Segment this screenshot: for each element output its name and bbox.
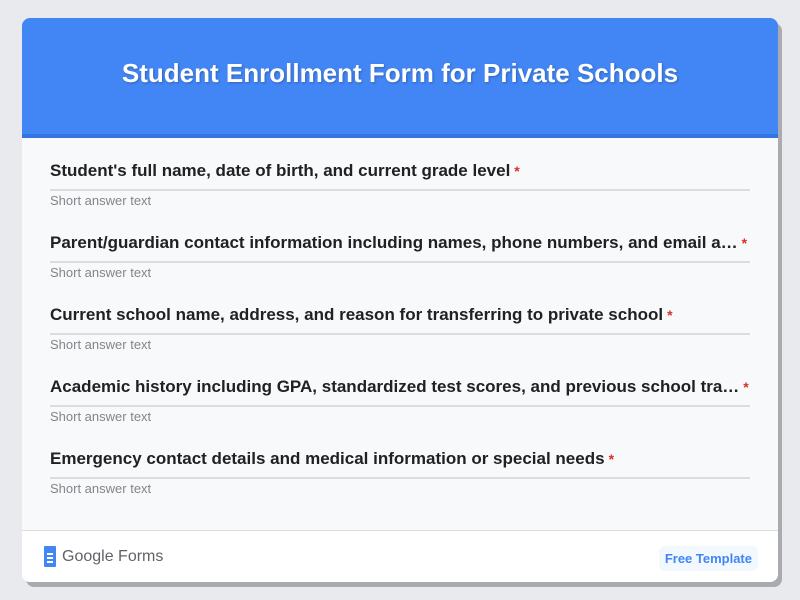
answer-input[interactable] [50,261,750,263]
answer-input[interactable] [50,405,750,407]
question-label: Academic history including GPA, standardized test scores, and previous school tra… [50,377,740,396]
answer-placeholder: Short answer text [50,265,152,280]
form-header [22,18,778,138]
question-label: Student's full name, date of birth, and current grade level [50,161,511,180]
form-card [22,18,778,582]
answer-placeholder: Short answer text [50,193,152,208]
free-template-badge[interactable]: Free Template [659,546,758,571]
brand-label: Google Forms [62,547,164,565]
required-marker: * [741,235,748,251]
required-marker: * [514,163,520,179]
required-marker: * [667,307,673,323]
required-marker: * [608,451,615,467]
question-item [50,376,750,448]
question-label: Emergency contact details and medical information or special needs [50,449,605,468]
required-marker: * [743,379,749,395]
answer-placeholder: Short answer text [50,409,152,424]
google-forms-brand [44,546,163,567]
answer-placeholder: Short answer text [50,481,152,496]
google-forms-icon [44,546,56,567]
answer-input[interactable] [50,333,750,335]
answer-input[interactable] [50,189,750,191]
answer-input[interactable] [50,477,750,479]
answer-placeholder: Short answer text [50,337,152,352]
question-item [50,160,750,232]
question-label: Current school name, address, and reason for transferring to private school [50,305,664,324]
form-footer [22,530,778,582]
question-label: Parent/guardian contact information including names, phone numbers, and email a… [50,233,738,252]
questions-list [22,138,778,520]
question-item [50,448,750,520]
form-title: Student Enrollment Form for Private Schools [121,57,679,88]
question-item [50,304,750,376]
question-item [50,232,750,304]
